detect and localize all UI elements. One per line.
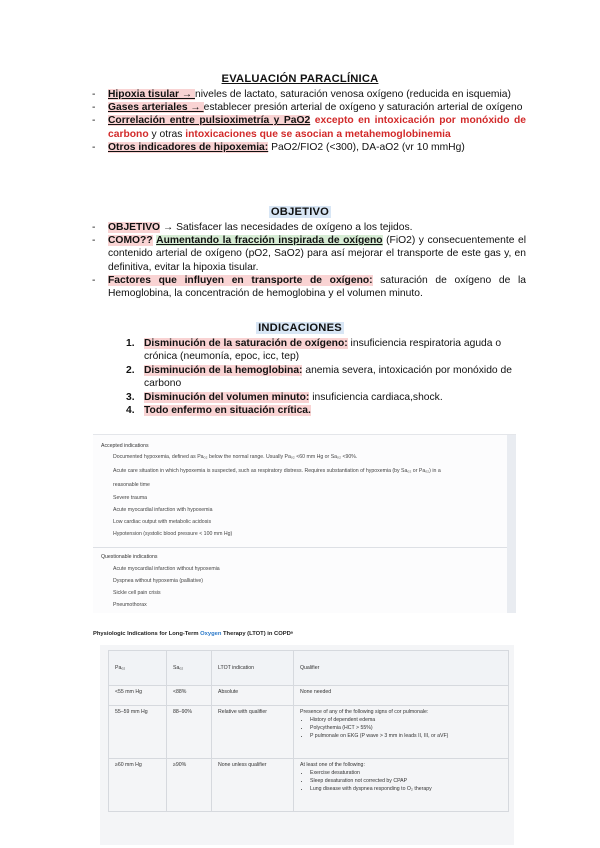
questionable-item: Pneumothorax [113, 602, 147, 608]
accepted-item: Acute myocardial infarction with hypoxemia [113, 507, 213, 513]
section-title-evaluacion: EVALUACIÓN PARACLÍNICA [221, 73, 379, 85]
table-row: ≥60 mm Hg ≥90% None unless qualifier At least one of the following: • Exercise desaturation • Sleep desaturation not corrected by CPAP • Lung disease with dyspnea responding to O₂ therapy [109, 759, 509, 812]
list-item: - Gases arteriales → establecer presión arterial de oxígeno y saturación arterial de oxígeno [92, 101, 526, 114]
col-qualifier: Qualifier [294, 651, 509, 686]
section-title-indicaciones: INDICACIONES [258, 322, 342, 334]
list-item: • Sleep desaturation not corrected by CPAP [310, 778, 502, 784]
list-item: • Lung disease with dyspnea responding to O₂ therapy [310, 786, 502, 792]
col-sao2: Saₒ₂ [167, 651, 212, 686]
list-item: 1. Disminución de la saturación de oxígeno: insuficiencia respiratoria aguda o crónica (neumonía, epoc, icc, tep) [126, 338, 502, 363]
objetivo-list [92, 221, 526, 300]
list-item: • P pulmonale on EKG (P wave > 3 mm in leads II, III, or aVF) [310, 733, 502, 739]
accepted-header: Accepted indications [101, 443, 149, 449]
accepted-item: Low cardiac output with metabolic acidosis [113, 519, 212, 525]
list-item: • Polycythemia (HCT > 55%) [310, 725, 502, 731]
accepted-item: Documented hypoxemia, defined as Paₒ₂ below the normal range. Usually Paₒ₂ <60 mm Hg or Saₒ₂ <90%. [113, 454, 358, 460]
list-item: - Correlación entre pulsioximetría y PaO2 excepto en intoxicación por monóxido de carbono y otras intoxicaciones que se asocian a metahemoglobinemia [92, 114, 526, 140]
embedded-indications-image [93, 434, 516, 613]
ltot-table-title: Physiologic Indications for Long-Term Oxygen Therapy (LTOT) in COPDᵃ [93, 631, 293, 637]
table-row: <55 mm Hg <88% Absolute None needed [109, 686, 509, 706]
list-item: - OBJETIVO → Satisfacer las necesidades de oxígeno a los tejidos. [92, 221, 526, 234]
list-item: 3. Disminución del volumen minuto: insuficiencia cardiaca,shock. [126, 391, 443, 403]
col-ltot-indication: LTOT indication [212, 651, 294, 686]
table-row: 55–59 mm Hg 88–90% Relative with qualifier Presence of any of the following signs of cor pulmonale: • History of dependent edema • Polycythemia (HCT > 55%) • P pulmonale on EKG (P wave > 3 mm in leads II, III, or aVF) [109, 706, 509, 759]
list-item: - Factores que influyen en transporte de oxígeno: saturación de oxígeno de la Hemoglobina, la concentración de hemoglobina y el volumen minuto. [92, 274, 526, 300]
indicaciones-list [126, 337, 526, 417]
accepted-item: reasonable time [113, 482, 150, 488]
list-item: • Exercise desaturation [310, 770, 502, 776]
list-item: - Hipoxia tisular → niveles de lactato, saturación venosa oxígeno (reducida en isquemia) [92, 88, 526, 101]
col-pao2: Paₒ₂ [109, 651, 167, 686]
evaluacion-list [92, 88, 526, 154]
accepted-item: Acute care situation in which hypoxemia is suspected, such as respiratory distress. Requires substantiation of hypoxemia (by Saₒ₂ or Paₒ₂) in a [113, 468, 441, 474]
table-header-row [109, 651, 509, 686]
questionable-item: Dyspnea without hypoxemia (palliative) [113, 578, 203, 584]
questionable-item: Acute myocardial infarction without hypoxemia [113, 566, 220, 572]
scrollbar [507, 435, 516, 613]
divider [93, 547, 507, 548]
accepted-item: Hypotension (systolic blood pressure < 100 mm Hg) [113, 531, 233, 537]
ltot-table [108, 650, 509, 812]
questionable-header: Questionable indications [101, 554, 158, 560]
list-item: - COMO?? Aumentando la fracción inspirada de oxígeno (FiO2) y consecuentemente el contenido arterial de oxígeno (pO2, SaO2) para así mejorar el transporte de este gas y, en definitiva, evitar la hipoxia tisular. [92, 234, 526, 274]
list-item: • History of dependent edema [310, 717, 502, 723]
list-item: 2. Disminución de la hemoglobina: anemia severa, intoxicación por monóxido de carbono [126, 364, 512, 390]
questionable-item: Sickle cell pain crisis [113, 590, 161, 596]
list-item: - Otros indicadores de hipoxemia: PaO2/FIO2 (<300), DA-aO2 (vr 10 mmHg) [92, 141, 526, 154]
list-item: 4. Todo enfermo en situación crítica. [126, 405, 311, 417]
section-title-objetivo: OBJETIVO [270, 206, 330, 218]
accepted-item: Severe trauma [113, 495, 148, 501]
